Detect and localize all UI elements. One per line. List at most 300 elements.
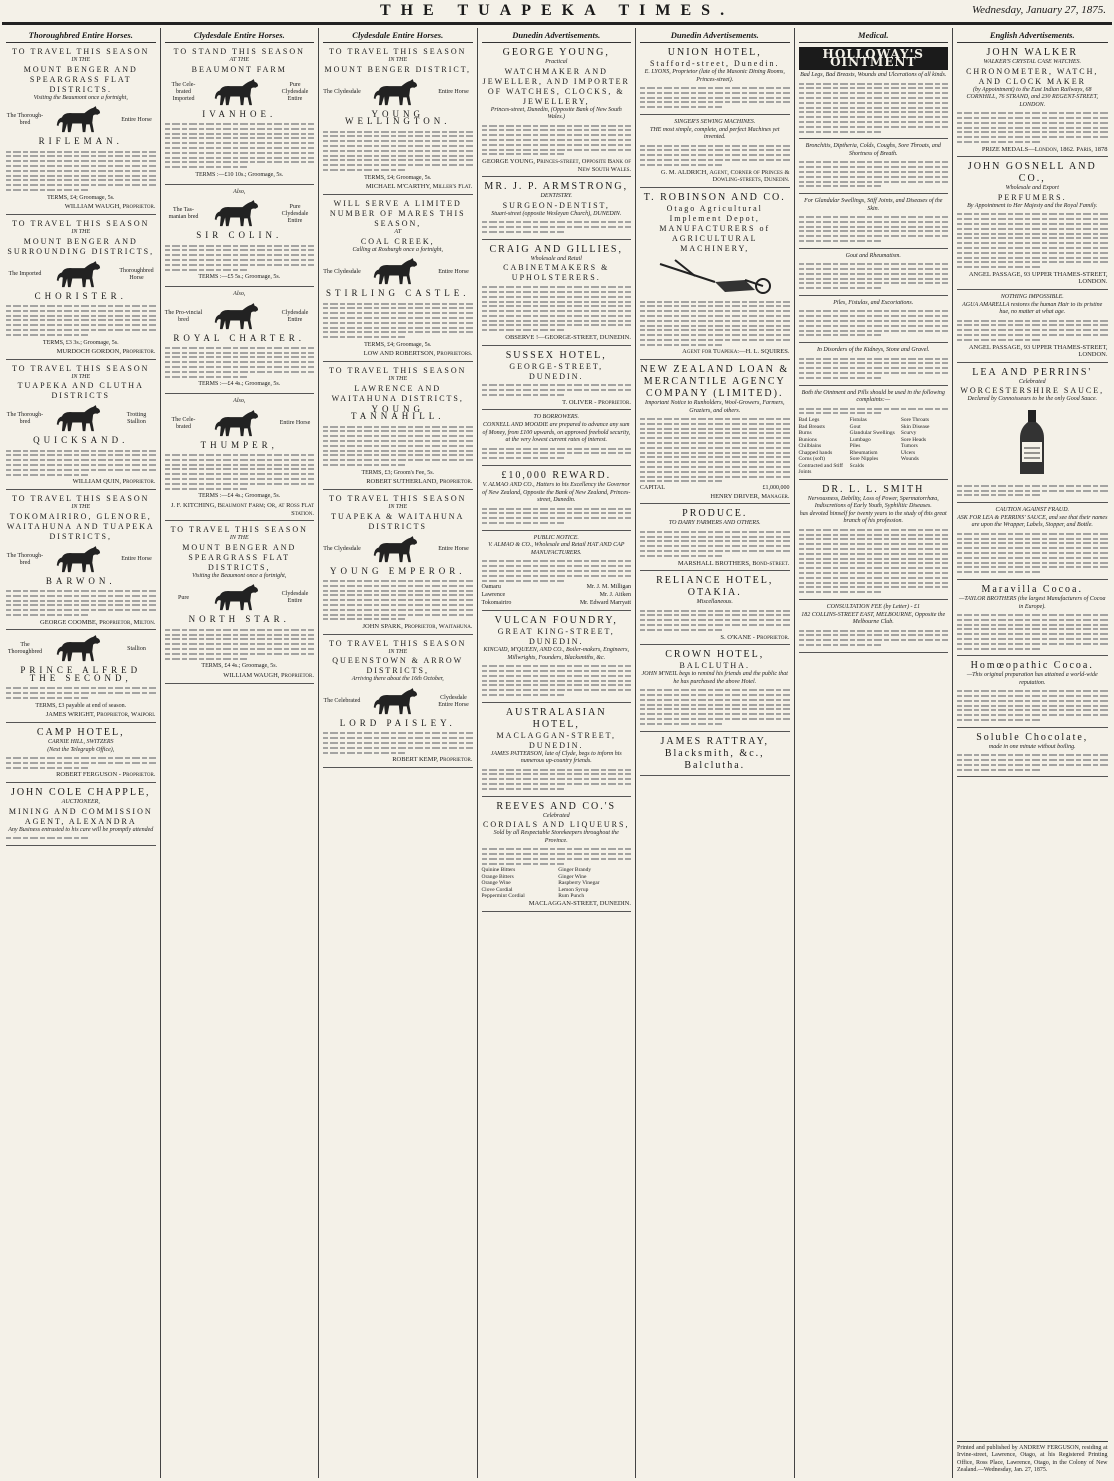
advertisement [799, 253, 949, 296]
ad-region: Otago Agricultural Implement Depot, MANUFACTURERS of AGRICULTURAL MACHINERY, [659, 203, 771, 253]
ad-region: CABINETMAKERS & UPHOLSTERERS. [503, 263, 610, 283]
left-label: The Tas-manian bred [168, 207, 199, 221]
complaint-item: Bad Legs [798, 417, 820, 424]
body-text [165, 120, 315, 171]
body-text [323, 128, 473, 174]
ad-region: MOUNT BENGER AND SPEARGRASS FLAT DISTRICTS, [182, 542, 297, 572]
ad-region: MACLAGGAN-STREET, DUNEDIN. [496, 730, 616, 750]
ad-headline: T. ROBINSON AND CO. [643, 191, 786, 203]
body-text [323, 300, 473, 341]
ad-signature: ROBERT FERGUSON - Proprietor. [56, 771, 156, 779]
column-7 [953, 28, 1112, 1478]
ad-title: TO TRAVEL THIS SEASON [329, 638, 467, 648]
ad-headline: JOHN GOSNELL AND CO., [967, 161, 1097, 185]
complaint-item: Sore Throats [900, 417, 930, 424]
complaint-item: Fistulas [849, 417, 867, 424]
ad-headline: VULCAN FOUNDRY, [494, 615, 618, 627]
agent-name: Mr. Edward Marryatt [579, 599, 631, 606]
ad-region: TUAPEKA AND CLUTHA DISTRICTS [17, 381, 144, 401]
body-text [640, 84, 790, 111]
ad-headline: Homœopathic Cocoa. [970, 660, 1094, 672]
ad-lead: Arriving there about the 16th October, [351, 676, 444, 683]
advertisement [482, 470, 632, 531]
horse-illustration-row [6, 404, 156, 434]
ad-lead: ASK FOR LEA & PERRINS' SAUCE, and see that their names are upon the Wrapper, Labels, Stopper, and Bottle. [957, 514, 1108, 529]
terms-line: TERMS, £3; Groom's Fee, 5s. [361, 469, 435, 476]
ad-lead: By Appointment to Her Majesty and the Royal Family. [967, 202, 1098, 209]
ad-title: TO TRAVEL THIS SEASON [329, 47, 467, 56]
body-text [6, 447, 156, 479]
cordial-item: Orange Wine [481, 880, 511, 887]
body-text [482, 766, 632, 793]
body-text [482, 382, 632, 399]
ad-region: TOKOMAIRIRO, GLENORE, WAITAHUNA AND TUAPEKA DISTRICTS, [6, 511, 155, 541]
ad-title: TO TRAVEL THIS SEASON [12, 218, 150, 228]
advertisement [957, 161, 1108, 290]
horse-illustration-row [6, 634, 156, 664]
ad-signature: GEORGE COOMBE, Proprietor, Milton. [40, 618, 156, 626]
left-label: The Thoroughbred [7, 642, 43, 656]
agent-town: Oamaru [481, 584, 501, 591]
ad-subtitle: IN THE [71, 228, 91, 235]
advertisement [165, 525, 315, 683]
ad-title: TO TRAVEL THIS SEASON [170, 525, 308, 535]
ad-title: TO TRAVEL THIS SEASON [329, 366, 467, 376]
ad-subtitle: IN THE [388, 504, 408, 511]
advertisement [323, 639, 473, 768]
complaint-item: Wounds [900, 456, 919, 463]
complaints-col [799, 417, 846, 476]
agent-town: Tokomairiro [481, 599, 512, 606]
right-label: Trotting Stallion [126, 412, 147, 426]
body-text [323, 423, 473, 469]
ad-title: TO TRAVEL THIS SEASON [12, 363, 150, 373]
body-text [6, 754, 156, 771]
advertisement [957, 584, 1108, 656]
ad-subtitle: In Disorders of the Kidneys, Stone and Gravel. [816, 347, 930, 354]
capital-line [640, 485, 790, 493]
ad-subtitle: WALKER'S CRYSTAL CASE WATCHES. [983, 59, 1082, 65]
ad-lead: Sold by all Respectable Storekeepers throughout the Province. [493, 830, 619, 844]
body-text [957, 751, 1108, 773]
ad-title: TO TRAVEL THIS SEASON [329, 494, 467, 504]
ad-region: CHRONOMETER, WATCH, AND CLOCK MAKER [966, 66, 1099, 86]
horse-illustration-row [323, 535, 473, 565]
body-text [6, 302, 156, 338]
cordial-item: Raspberry Vinegar [558, 880, 600, 887]
ad-lead: Visiting the Beaumont once a fortnight, [192, 572, 287, 579]
advertisement [165, 398, 315, 521]
column-3 [319, 28, 478, 1478]
body-text [482, 445, 632, 462]
ad-region: BEAUMONT FARM [191, 64, 287, 74]
ad-subtitle: AUCTIONEER, [61, 798, 100, 805]
ad-lead: Any Business entrusted to his care will be promptly attended [8, 826, 154, 833]
left-label: The Imported [8, 271, 42, 278]
ad-subtitle: IN THE [71, 57, 91, 63]
advertisement [482, 350, 632, 411]
horse-engraving [372, 78, 424, 108]
ad-subtitle: Celebrated [1018, 378, 1046, 385]
body-text [957, 530, 1108, 576]
column-heading: Medical. [799, 28, 949, 43]
body-text [482, 219, 632, 236]
ad-headline: NEW ZEALAND LOAN & MERCANTILE AGENCY COMPANY (LIMITED). [640, 364, 790, 400]
complaints-col [850, 417, 897, 476]
ad-headline: Maravilla Cocoa. [981, 583, 1083, 595]
horse-illustration-row [6, 105, 156, 135]
left-label: The Thorough-bred [6, 552, 44, 566]
ad-subtitle: IN THE [71, 504, 91, 511]
body-text [6, 685, 156, 702]
ad-signature: Agent for Tuapeka:—H. L. SQUIRES. [682, 348, 790, 356]
complaint-item: Rheumatism [849, 449, 878, 456]
horse-name: RIFLEMAN. [38, 136, 123, 147]
ad-region: QUEENSTOWN & ARROW DISTRICTS, [332, 656, 464, 676]
ad-lead: Stuart-street (opposite Wesleyan Church), DUNEDIN. [491, 210, 622, 217]
horse-name: STIRLING CASTLE. [326, 288, 470, 299]
advertisement [640, 649, 790, 731]
body-text [6, 587, 156, 619]
ad-region: WATCHMAKER AND JEWELLER, AND IMPORTER OF WATCHES, CLOCKS, & JEWELLERY, [482, 66, 630, 106]
body-text [640, 528, 790, 560]
terms-line: TERMS, £4; Groomage, 5s. [364, 341, 432, 348]
right-label: Entire Horse [279, 420, 311, 427]
body-text [640, 415, 790, 485]
ad-signature: MARSHALL BROTHERS, Bond-street. [677, 559, 790, 567]
complaints-col [901, 417, 948, 476]
ad-headline: DR. L. L. SMITH [822, 483, 925, 495]
cordial-item: Rum Punch [558, 893, 585, 900]
horse-name: BARWON. [45, 575, 116, 586]
ad-lead: E. LYONS, Proprietor (late of the Masonic Dining Rooms, Princes-street). [644, 69, 785, 83]
ad-signature: MICHAEL M'CARTHY, Miller's Flat. [365, 183, 473, 191]
ad-subtitle: DENTISTRY. [540, 193, 572, 200]
horse-name: IVANHOE. [202, 108, 277, 119]
horse-name: CHORISTER. [34, 290, 127, 301]
terms-line: TERMS, £4; Groomage, 5s. [47, 194, 115, 201]
ad-signature: GEORGE YOUNG, Princes-street, Opposite Bank of New South Wales. [482, 158, 631, 173]
advertisement [165, 47, 315, 185]
ad-subtitle: Bronchitis, Diptheria, Colds, Coughs, Sore Throats, and Shortness of Breath. [805, 143, 941, 157]
ad-lead: JAMES PATTERSON, late of Clyde, begs to inform his numerous up-country friends. [490, 750, 622, 765]
ad-signature: OBSERVE !—GEORGE-STREET, DUNEDIN. [505, 334, 631, 342]
ad-headline: GEORGE YOUNG, [502, 47, 610, 58]
cordial-item: Lemon Syrup [558, 886, 589, 893]
ad-signature: ANGEL PASSAGE, 93 UPPER THAMES-STREET, LONDON. [968, 270, 1108, 286]
horse-name: ROYAL CHARTER. [173, 332, 306, 343]
complaint-item: Chapped hands [798, 449, 833, 456]
terms-line: TERMS, £3 3s.; Groomage, 5s. [42, 339, 119, 346]
ad-subtitle: For Glandular Swellings, Stiff Joints, and Diseases of the Skin. [804, 198, 943, 212]
complaint-item: Chilblains [798, 443, 822, 450]
complaint-item: Ulcers [900, 449, 916, 456]
horse-engraving [213, 583, 265, 613]
column-5 [636, 28, 795, 1478]
complaint-item: Burns [798, 430, 812, 437]
complaint-item: Bad Breasts [798, 423, 825, 430]
horse-name: PRINCE ALFRED THE SECOND, [20, 665, 142, 683]
horse-engraving [213, 409, 265, 439]
right-label: Pure Clydesdale Entire [281, 203, 309, 224]
body-text [957, 482, 1108, 499]
ad-signature: JAMES WRIGHT, Proprietor, Waipori. [45, 711, 156, 719]
body-text [799, 405, 949, 417]
horse-illustration-row [165, 302, 315, 332]
horse-engraving [55, 545, 107, 575]
ad-title: TO TRAVEL THIS SEASON [12, 47, 150, 56]
right-label: Entire Horse [438, 546, 469, 553]
advertisement [482, 181, 632, 239]
right-label: Entire Horse [438, 268, 469, 275]
cordial-item: Clove Cordial [481, 886, 513, 893]
advertisement [957, 294, 1108, 363]
advertisement [482, 244, 632, 346]
advertisement [482, 535, 632, 611]
ad-lead: Both the Ointment and Pills should be used in the following complaints:— [801, 389, 945, 404]
column-heading: Clydesdale Entire Horses. [323, 28, 473, 43]
masthead-rule [2, 22, 1112, 25]
advertisement [323, 494, 473, 635]
ad-signature: LOW AND ROBERTSON, Proprietors. [363, 350, 473, 358]
column-6 [795, 28, 954, 1478]
ad-subtitle: Wholesale and Export [1005, 185, 1059, 192]
ad-lead: V. ALMAO AND CO., Hatters to his Excellency the Governor of New Zealand, Opposite the Bank of New Zealand, Princes-street, Dunedin. [482, 482, 631, 504]
right-label: Pure Clydesdale Entire [281, 82, 309, 103]
advertisement [957, 367, 1108, 503]
body-text [323, 730, 473, 757]
body-text [799, 308, 949, 340]
horse-engraving [372, 535, 424, 565]
body-text [799, 260, 949, 292]
ad-region: SURGEON-DENTIST, [502, 200, 610, 210]
ad-region: GREAT KING-STREET, DUNEDIN. [497, 627, 615, 647]
horse-name: YOUNG EMPEROR. [329, 565, 466, 576]
ad-subtitle: IN THE [388, 376, 408, 383]
complaint-item: Glandular Swellings [849, 430, 895, 437]
ad-lead: (by Appointment) to the East Indian Railways, 68 CORNHILL, 76 STRAND, and 230 REGENT-STREET, LONDON. [966, 86, 1098, 108]
ad-headline: Soluble Chocolate, [976, 731, 1089, 743]
advertisement [165, 291, 315, 394]
terms-line: TERMS :—£5 5s.; Groomage, 5s. [198, 274, 281, 281]
agent-name: Mr. J. Aitken [599, 591, 631, 598]
advertisement [799, 47, 949, 139]
ad-signature: J. F. KITCHING, Beaumont Farm; Or, at Ross Flat Station. [170, 502, 314, 517]
body-text [640, 298, 790, 349]
ad-headline: MR. J. P. ARMSTRONG, [484, 181, 629, 193]
complaint-item: Lumbago [849, 436, 871, 443]
body-text [640, 142, 790, 169]
complaint-item: Piles [849, 443, 861, 450]
holloway-logo: HOLLOWAY'S OINTMENT [799, 47, 949, 70]
ad-lead: Declared by Connoisseurs to be the only Good Sauce. [967, 396, 1098, 403]
capital-value: £1,000,000 [762, 485, 790, 492]
column-4 [478, 28, 637, 1478]
ad-signature: ROBERT SUTHERLAND, Proprietor. [366, 478, 473, 486]
ad-headline: RELIANCE HOTEL, OTAKIA. [656, 575, 774, 599]
ad-region: GEORGE-STREET, DUNEDIN. [509, 361, 604, 381]
body-text [482, 283, 632, 334]
body-text [6, 148, 156, 194]
advertisement [6, 634, 156, 723]
ad-signature: MURDOCH GORDON, Proprietor. [56, 348, 156, 356]
ad-lead: CONNELL AND MOODIE are prepared to advance any sum of Money, from £100 upwards, on approved freehold security, at the very lowest current rates of interest. [482, 422, 631, 444]
ad-lead: V. ALMAO & CO., Wholesale and Retail HAT AND CAP MANUFACTURERS. [488, 542, 625, 556]
ad-region: TUAPEKA & WAITAHUNA DISTRICTS [331, 511, 465, 531]
horse-name: YOUNG TANNAHILL. [350, 403, 445, 422]
body-text [323, 577, 473, 623]
ad-lead: Also, [233, 398, 246, 405]
advertisement [6, 787, 156, 846]
ad-lead: AGUA AMARELLA restores the human Hair to its pristine hue, no matter at what age. [962, 301, 1103, 316]
horse-illustration-row [6, 545, 156, 575]
newspaper-title: THE TUAPEKA TIMES. [379, 2, 735, 19]
terms-line: TERMS, £4; Groomage, 5s. [364, 174, 432, 181]
page-columns [2, 28, 1112, 1478]
ad-region: MINING AND COMMISSION AGENT, ALEXANDRA [8, 806, 153, 826]
cordial-item: Orange Bitters [481, 873, 514, 880]
advertisement [799, 143, 949, 194]
left-label: Pure [178, 594, 189, 601]
ad-lead: KINCAID, M'QUEEN, AND CO., Boiler-makers, Engineers, Millwrights, Founders, Blacksmiths, &c. [483, 647, 630, 661]
advertisement [957, 507, 1108, 580]
ad-region: MOUNT BENGER AND SURROUNDING DISTRICTS, [7, 236, 155, 256]
body-text [482, 122, 632, 158]
ad-headline: £10,000 REWARD. [501, 470, 612, 482]
body-text [482, 662, 632, 698]
horse-name: NORTH STAR. [188, 614, 290, 625]
ad-headline: AUSTRALASIAN HOTEL, [505, 706, 607, 730]
cordial-item: Ginger Wine [558, 873, 587, 880]
body-text [165, 626, 315, 662]
terms-line: TERMS :—£10 10s.; Groomage, 5s. [195, 171, 284, 178]
terms-line: TERMS, £4 4s.; Groomage, 5s. [201, 663, 278, 670]
body-text [482, 505, 632, 527]
advertisement [640, 736, 790, 776]
left-label: The Clydesdale [323, 546, 361, 553]
right-label: Thoroughbred Horse [119, 267, 154, 281]
ad-subtitle: Piles, Fistulas, and Excoriations. [833, 300, 914, 307]
ad-lead: Visiting the Beaumont once a fortnight, [33, 94, 128, 101]
cordial-item: Quinine Bitters [481, 867, 516, 874]
horse-engraving [372, 257, 424, 287]
ad-headline: CRAIG AND GILLIES, [489, 243, 623, 255]
ad-region: Stafford-street, Dunedin. [649, 59, 780, 68]
advertisement [957, 660, 1108, 728]
ad-signature: WILLIAM QUIN, Proprietor. [72, 478, 156, 486]
complaints-list [799, 417, 949, 476]
complaint-item: Sore Nipples [849, 456, 879, 463]
body-text [957, 317, 1108, 344]
ad-region: CORDIALS AND LIQUEURS, [483, 820, 630, 830]
horse-illustration-row [323, 687, 473, 717]
right-label: Clydesdale Entire Horse [438, 694, 469, 708]
right-label: Entire Horse [121, 556, 152, 563]
ad-signature: WILLIAM WAUGH, Proprietor. [223, 671, 314, 679]
horse-illustration-row [165, 409, 315, 439]
left-label: The Clydesdale [323, 268, 361, 275]
advertisement [957, 732, 1108, 778]
ad-subtitle: IN THE [388, 57, 408, 63]
body-text [165, 242, 315, 274]
ad-lead: Princes-street, Dunedin, (Opposite Bank of New South Wales.) [490, 106, 622, 121]
complaint-item: Scurvy [900, 430, 917, 437]
advertisement [482, 615, 632, 703]
masthead [0, 0, 1114, 22]
advertisement [640, 119, 790, 188]
column-2 [161, 28, 320, 1478]
advertisement [640, 508, 790, 571]
horse-engraving [372, 687, 424, 717]
advertisement [799, 484, 949, 600]
complaint-item: Contracted and Stiff Joints [798, 462, 843, 476]
advertisement [799, 300, 949, 343]
horse-illustration-row [165, 199, 315, 229]
issue-date: Wednesday, January 27, 1875. [971, 4, 1106, 16]
ad-subtitle: PUBLIC NOTICE. [533, 534, 579, 541]
ad-subtitle: AT THE [229, 57, 249, 63]
ad-region: MOUNT BENGER AND SPEARGRASS FLAT DISTRICTS. [23, 64, 138, 94]
complaint-item: Gout [849, 423, 861, 430]
horse-name: QUICKSAND. [33, 435, 129, 446]
ad-subtitle: AT [394, 228, 402, 235]
ad-lead: has devoted himself for twenty years to the study of this great branch of his profession. [799, 510, 947, 525]
cordial-list [482, 867, 632, 900]
agent-town: Lawrence [481, 591, 506, 598]
ad-subtitle: IN THE [71, 373, 91, 380]
body-text [165, 451, 315, 492]
advertisement [6, 47, 156, 215]
advertisement [6, 219, 156, 360]
advertisement [799, 347, 949, 385]
body-text [799, 213, 949, 245]
body-text [640, 686, 790, 727]
ad-lead: 182 COLLINS-STREET EAST, MELBOURNE, Opposite the Melbourne Club. [801, 611, 946, 626]
horse-engraving [213, 199, 265, 229]
ad-subtitle: TO BORROWERS. [533, 414, 580, 421]
ad-region: COAL CREEK, [360, 236, 435, 246]
horse-engraving [213, 78, 265, 108]
ad-region: PERFUMERS. [997, 192, 1067, 202]
advertisement [482, 707, 632, 797]
ad-lead: Also, [233, 290, 246, 297]
column-heading: Clydesdale Entire Horses. [165, 28, 315, 43]
advertisement [640, 192, 790, 360]
ad-subtitle: CARNIE HILL, SWITZERS [47, 738, 114, 745]
ad-signature: S. O'KANE - Proprietor. [720, 633, 790, 641]
right-label: Clydesdale Entire [281, 591, 309, 605]
ad-subtitle: Celebrated [542, 812, 570, 819]
ad-lead: —This original preparation has attained a world-wide reputation. [966, 672, 1098, 686]
column-heading: Dunedin Advertisements. [640, 28, 790, 43]
ad-headline: SUSSEX HOTEL, [505, 349, 607, 361]
column-heading: Dunedin Advertisements. [482, 28, 632, 43]
terms-line: TERMS :—£4 4s.; Groomage, 5s. [198, 493, 281, 500]
ad-subtitle: IN THE [229, 535, 249, 542]
advertisement [640, 364, 790, 504]
advertisement [640, 575, 790, 645]
agent-name: Mr. J. M. Milligan [586, 584, 631, 591]
cordial-list-right [558, 867, 631, 900]
ad-lead: Important Notice to Runholders, Wool-Growers, Farmers, Graziers, and others. [644, 400, 785, 414]
ad-signature: PRIZE MEDALS—London, 1862. Paris, 1878 [981, 145, 1108, 153]
agent-line [482, 584, 632, 592]
left-label: The Pro-vincial bred [164, 309, 203, 323]
horse-illustration-row [6, 260, 156, 290]
column-heading: Thoroughbred Entire Horses. [6, 28, 156, 43]
advertisement [482, 414, 632, 466]
left-label: The Celebrated [323, 698, 361, 705]
